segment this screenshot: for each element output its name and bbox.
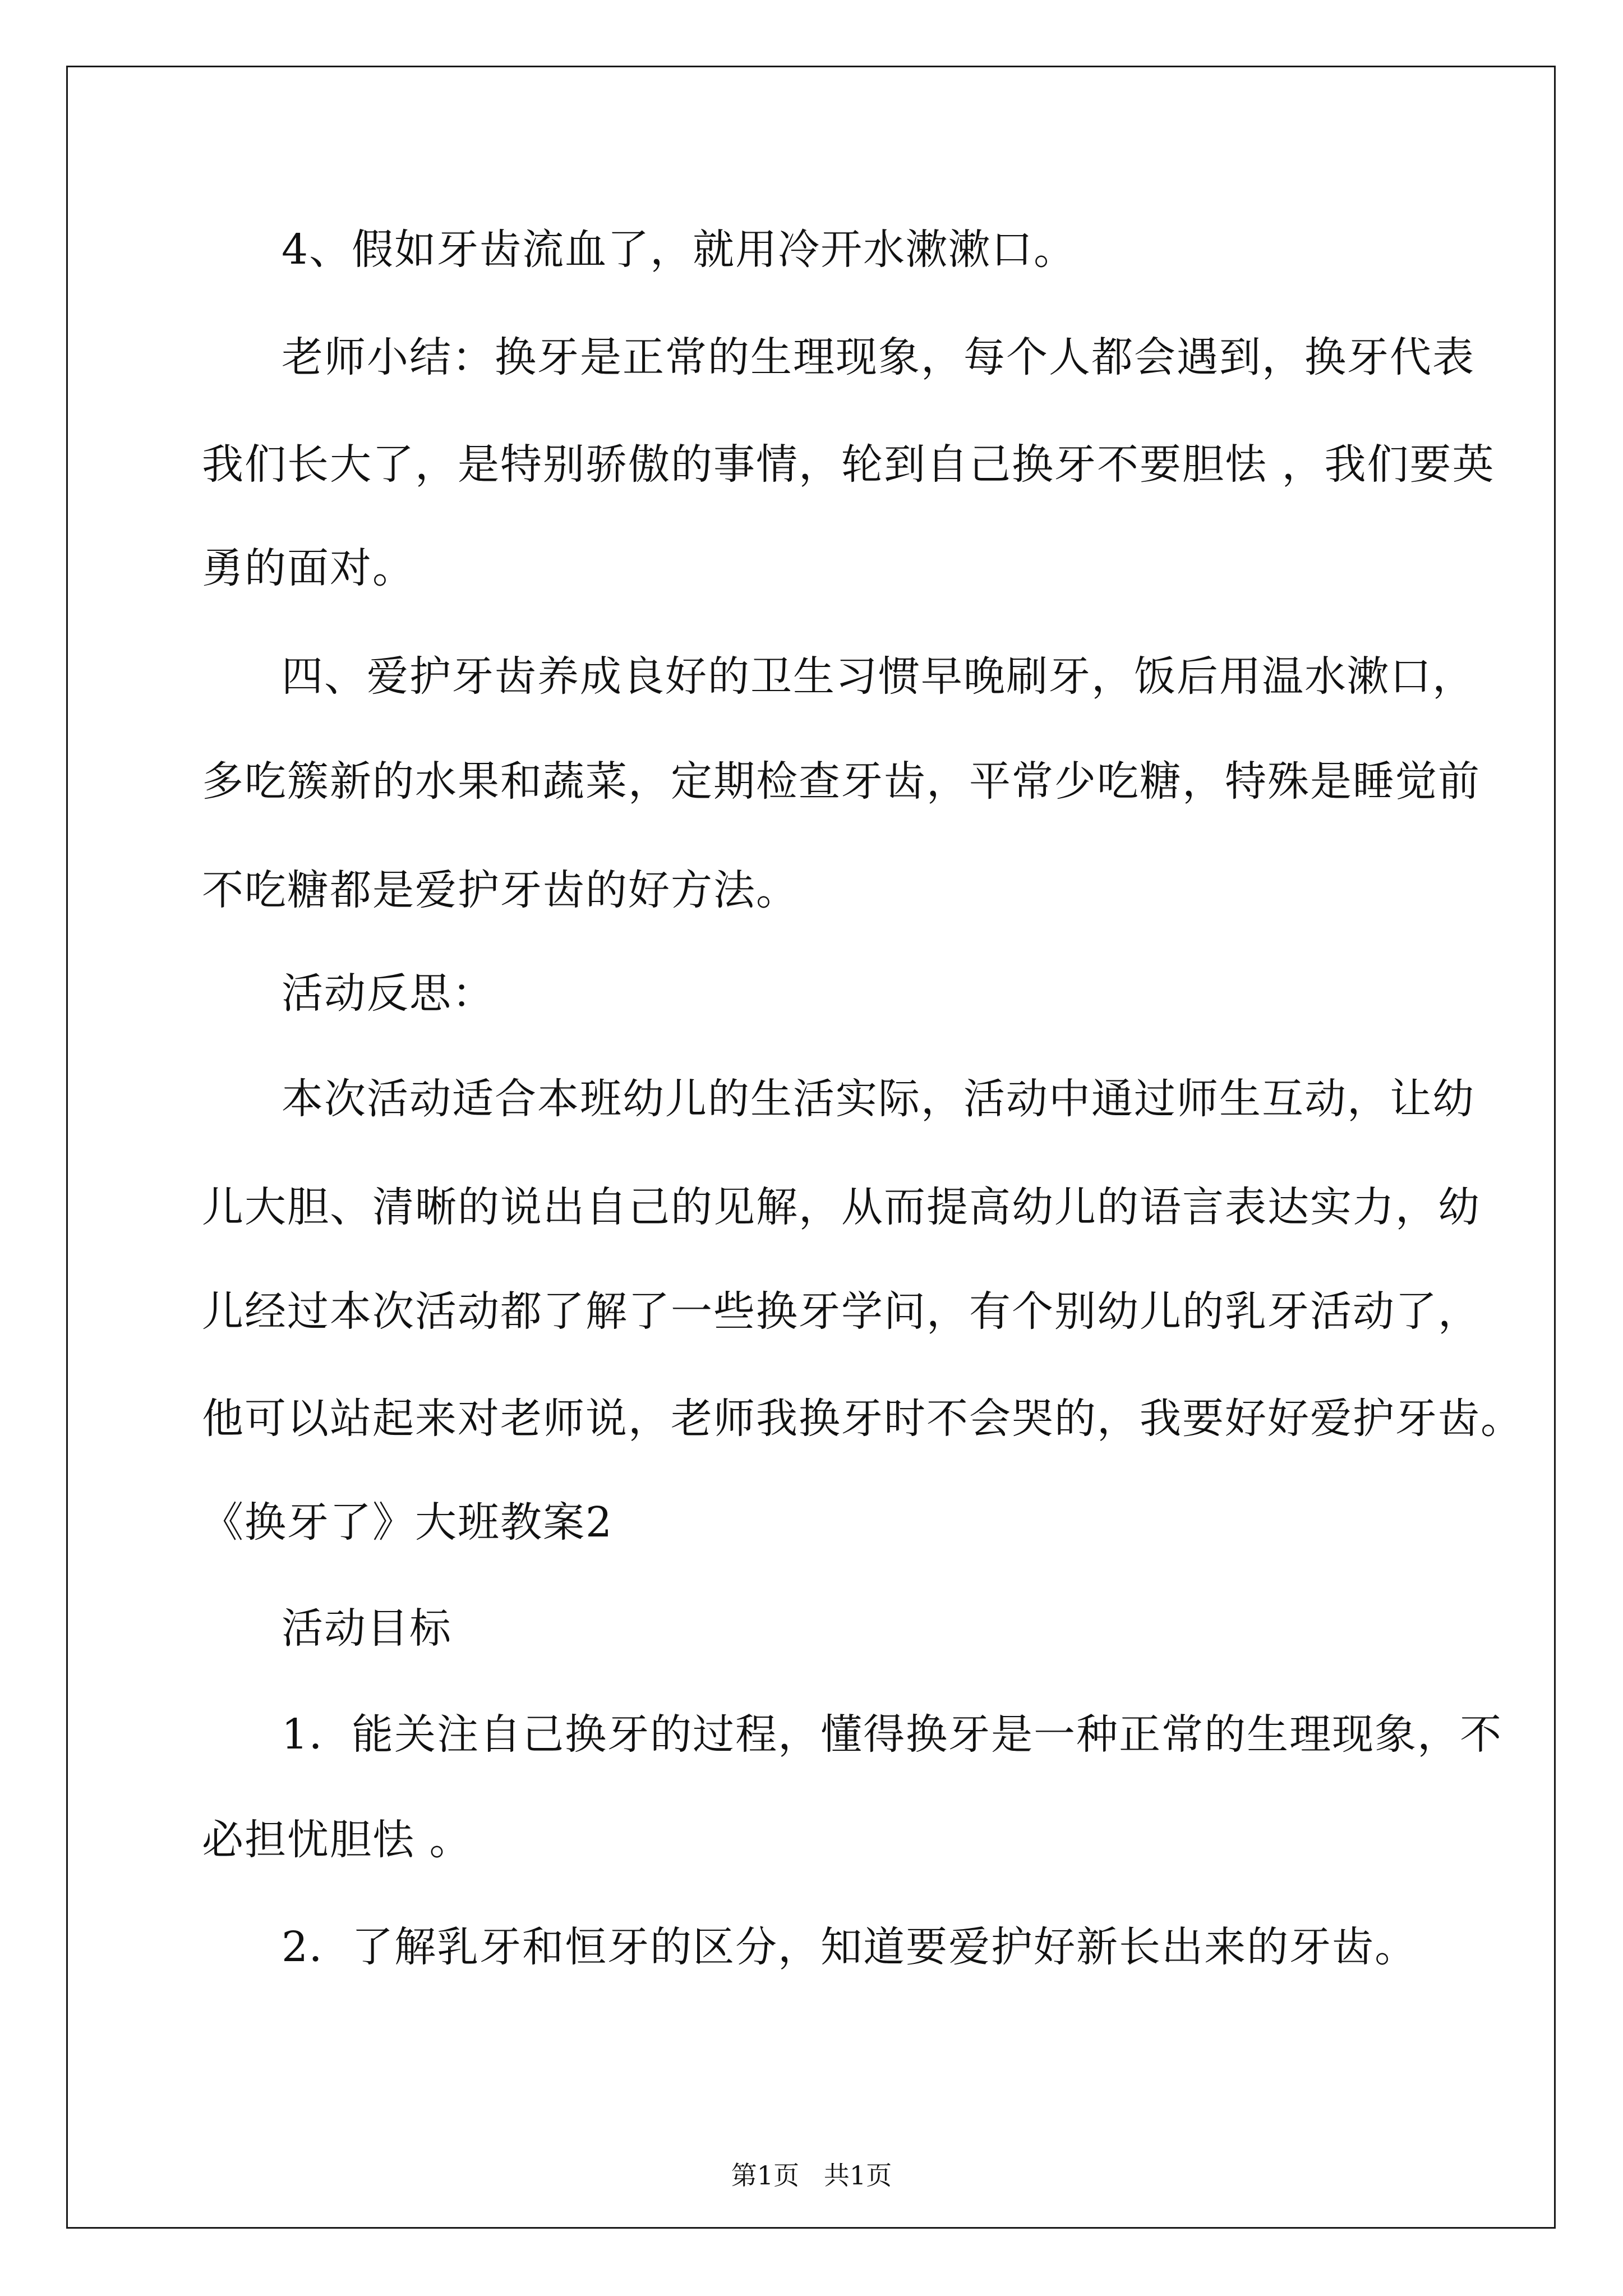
paragraph-line: 儿经过本次活动都了解了一些换牙学问，有个别幼儿的乳牙活动了， xyxy=(202,1287,1481,1336)
paragraph-line: 1．能关注自己换牙的过程，懂得换牙是一种正常的生理现象，不 xyxy=(282,1710,1503,1759)
document-title: 《换牙了》大班教案2 xyxy=(202,1498,614,1547)
paragraph-line: 四、爱护牙齿养成良好的卫生习惯早晚刷牙，饭后用温水漱口， xyxy=(282,652,1475,701)
paragraph-line: 本次活动适合本班幼儿的生活实际，活动中通过师生互动，让幼 xyxy=(282,1075,1475,1123)
paragraph-line: 2．了解乳牙和恒牙的区分，知道要爱护好新长出来的牙齿。 xyxy=(282,1923,1418,1971)
section-heading: 活动目标 xyxy=(282,1604,452,1653)
paragraph-line: 多吃簇新的水果和蔬菜，定期检查牙齿，平常少吃糖，特殊是睡觉前 xyxy=(202,757,1481,806)
paragraph-line: 4、假如牙齿流血了，就用冷开水漱漱口。 xyxy=(282,226,1077,274)
paragraph-line: 他可以站起来对老师说，老师我换牙时不会哭的，我要好好爱护牙齿。 xyxy=(202,1395,1523,1443)
paragraph-line: 儿大胆、清晰的说出自己的见解，从而提高幼儿的语言表达实力，幼 xyxy=(202,1183,1481,1231)
page-border xyxy=(66,66,1556,2229)
paragraph-line: 必担忧胆怯 。 xyxy=(202,1816,472,1864)
paragraph-line: 我们长大了，是特别骄傲的事情，轮到自己换牙不要胆怯 ，我们要英 xyxy=(202,440,1495,489)
paragraph-line: 老师小结：换牙是正常的生理现象，每个人都会遇到，换牙代表 xyxy=(282,333,1475,381)
paragraph-line: 不吃糖都是爱护牙齿的好方法。 xyxy=(202,866,799,914)
page-footer: 第1页 共1页 xyxy=(731,2160,892,2191)
section-heading: 活动反思： xyxy=(282,969,495,1018)
paragraph-line: 勇的面对。 xyxy=(202,544,415,592)
